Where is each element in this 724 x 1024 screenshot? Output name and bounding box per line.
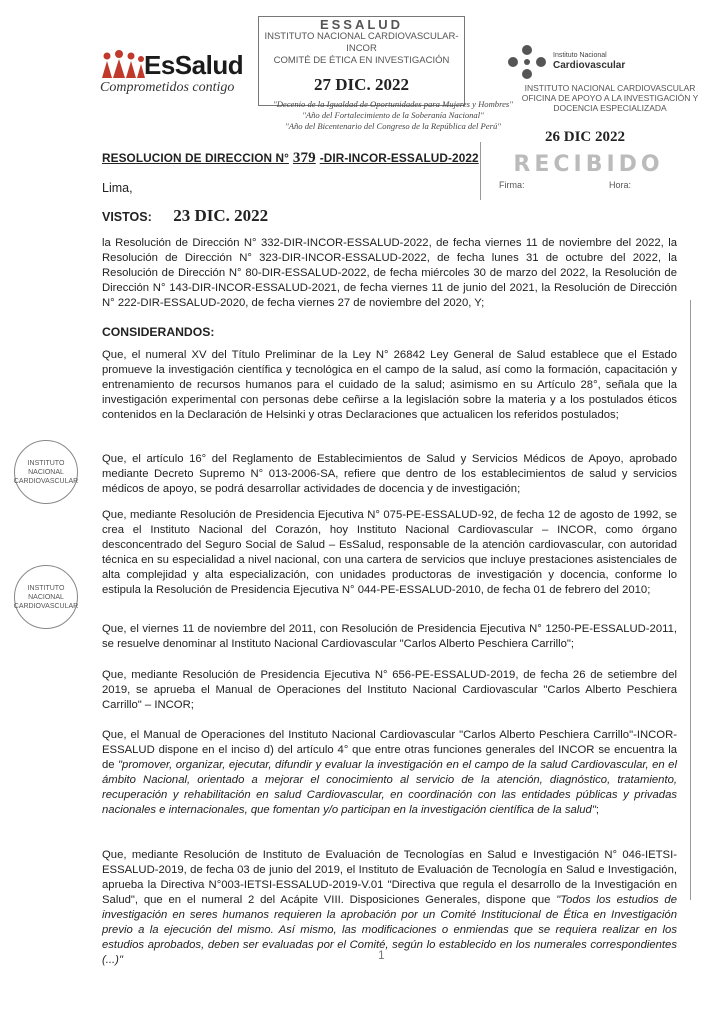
office-line: INSTITUTO NACIONAL CARDIOVASCULAR [524, 83, 696, 93]
paragraph [102, 848, 677, 968]
office-line: DOCENCIA ESPECIALIZADA [553, 103, 667, 113]
cardiovascular-logo-icon [505, 42, 549, 82]
office-line: OFICINA DE APOYO A LA INVESTIGACIÓN Y [521, 93, 699, 103]
paragraph-text: Que, mediante Resolución de Instituto de Evaluación de Tecnologías en Salud e Investigación N° 046-IETSI-ESSALUD-2019, de fecha 03 de junio del 2019, el Instituto de Evaluación de Tecnología en Salud e Investigación, aprueba la Directiva N°003-IETSI-ESSALUD-2019-V.01 "Directiva que regula el desarrollo de la Investigación en Salud", que en el numeral 2 del Acápite VIII. Disposiciones Generales, dispone que [102, 849, 677, 906]
vistos-heading [102, 206, 268, 226]
motto: "Año del Bicentenario del Congreso de la República del Perú" [285, 121, 501, 131]
side-stamp [14, 440, 78, 504]
considerandos-heading: CONSIDERANDOS: [102, 325, 215, 339]
stamp-line: INSTITUTO NACIONAL CARDIOVASCULAR-INCOR [264, 31, 459, 54]
office-stamp-date: 26 DIC 2022 [545, 129, 626, 145]
firma-label: Firma: [499, 180, 525, 190]
vistos-text: la Resolución de Dirección N° 332-DIR-INCOR-ESSALUD-2022, de fecha viernes 11 de noviembre del 2022, la Resolución de Dirección N° 323-DIR-INCOR-ESSALUD-2022, de fecha lunes 31 de octubre del 2022, la Resolución de Dirección N° 80-DIR-ESSALUD-2022, de fecha miércoles 30 de marzo del 2022, la Resolución de Dirección N° 143-DIR-INCOR-ESSALUD-2021, de fecha viernes 11 de junio del 2021, la Resolución de Dirección N° 222-DIR-ESSALUD-2020, de fecha viernes 27 de noviembre del 2020, Y; [102, 237, 677, 309]
vistos-date: 23 DIC. 2022 [173, 206, 269, 225]
side-stamp-text: INSTITUTO NACIONAL CARDIOVASCULAR [13, 459, 79, 485]
brand-tagline: Comprometidos contigo [100, 80, 235, 95]
essalud-logo [100, 46, 270, 96]
margin-line [690, 300, 691, 900]
committee-stamp [258, 16, 465, 106]
paragraph-quote: "promover, organizar, ejecutar, difundir y evaluar la investigación en el campo de la salud Cardiovascular, en el ámbito Nacional, orientado a mejorar el conocimiento al servicio de la atención, diagnóstico, tratamiento, recuperación y rehabilitación en salud Cardiovascular, en coordinación con las entidades públicas y privadas nacionales e internacionales, que fomentan y/o participan en la investigación científica de la salud" [102, 759, 677, 816]
side-stamp [14, 565, 78, 629]
place: Lima, [102, 181, 133, 195]
stamp-date: 27 DIC. 2022 [314, 75, 409, 94]
page-number: 1 [378, 948, 385, 962]
paragraph: Que, mediante Resolución de Presidencia Ejecutiva N° 656-PE-ESSALUD-2019, de fecha 26 de setiembre del 2019, se aprueba el Manual de Operaciones del Instituto Nacional Cardiovascular "Carlos Alberto Peschiera Carrillo" – INCOR; [102, 669, 677, 711]
paragraph-quote: "Todos los estudios de investigación en seres humanos requieren la aprobación por un Comité Institucional de Ética en Investigación previo a la ejecución del mismo. Así mismo, las modificaciones o enmiendas que se requiera realizar en los estudios aprobados, deben ser evaluadas por el Comité, según lo establecido en los numerales correspondientes (...)" [102, 894, 678, 966]
paragraph: Que, el artículo 16° del Reglamento de Establecimientos de Salud y Servicios Médicos de Apoyo, aprobado mediante Decreto Supremo N° 013-2006-SA, refiere que dentro de los establecimientos de salud y servicios médicos de apoyo, se podrá desarrollar actividades de docencia y de investigación; [102, 453, 677, 495]
vistos-label: VISTOS: [102, 210, 152, 224]
paragraph-text: Que, el Manual de Operaciones del Instituto Nacional Cardiovascular "Carlos Alberto Peschiera Carrillo"-INCOR-ESSALUD dispone en el inciso d) del artículo 4° que entre otras funciones generales del INCOR se encuentra la de [102, 729, 677, 771]
received-stamp [480, 142, 696, 200]
people-logo-icon [100, 50, 146, 80]
office-brand-small: Instituto Nacional [553, 52, 607, 59]
stamp-line: COMITÉ DE ÉTICA EN INVESTIGACIÓN [273, 55, 450, 66]
received-label: RECIBIDO [513, 152, 664, 177]
brand-name: EsSalud [144, 50, 244, 80]
paragraph [102, 728, 677, 818]
hora-label: Hora: [609, 180, 632, 190]
resolution-number: 379 [292, 150, 316, 166]
paragraph: Que, el numeral XV del Título Preliminar de la Ley N° 26842 Ley General de Salud establece que el Estado promueve la investigación científica y tecnológica en el campo de la salud, así como la formación, capacitación y entrenamiento de recursos humanos para el cuidado de la salud; asimismo en su Artículo 28°, señala que la investigación experimental con personas debe ceñirse a la legislación sobre la materia y a los postulados éticos contenidos en la Declaración de Helsinki y otras Declaraciones que actualicen los referidos postulados; [102, 349, 677, 421]
stamp-org: ESSALUD [319, 17, 404, 32]
office-brand-big: Cardiovascular [553, 60, 626, 71]
resolution-title-suffix: -DIR-INCOR-ESSALUD-2022 [319, 151, 479, 165]
paragraph: Que, el viernes 11 de noviembre del 2011, con Resolución de Presidencia Ejecutiva N° 1250-PE-ESSALUD-2011, se resuelve denominar al Instituto Nacional Cardiovascular "Carlos Alberto Peschiera Carrillo"; [102, 623, 677, 650]
national-mottos [258, 99, 528, 132]
paragraph: Que, mediante Resolución de Presidencia Ejecutiva N° 075-PE-ESSALUD-92, de fecha 12 de agosto de 1992, se crea el Instituto Nacional del Corazón, hoy Instituto Nacional Cardiovascular – INCOR, como órgano desconcentrado del Seguro Social de Salud – EsSalud, responsable de la atención cardiovascular, con autoridad técnica en su especialidad a nivel nacional, con una cartera de servicios que incluye prestaciones asistenciales de alta complejidad y alta especialización, con unidades productoras de investigación y docencia, conforme lo estipula la Resolución de Presidencia Ejecutiva N° 044-PE-ESSALUD-2010, de fecha 01 de febrero del 2010; [102, 509, 677, 596]
office-stamp [505, 42, 715, 146]
resolution-title-prefix: RESOLUCION DE DIRECCION N° [102, 151, 289, 165]
resolution-title [102, 150, 479, 167]
motto: "Año del Fortalecimiento de la Soberanía Nacional" [302, 110, 484, 120]
side-stamp-text: INSTITUTO NACIONAL CARDIOVASCULAR [13, 584, 79, 610]
paragraph-end: ; [595, 804, 599, 816]
motto: "Decenio de la Igualdad de Oportunidades para Mujeres y Hombres" [273, 99, 513, 109]
